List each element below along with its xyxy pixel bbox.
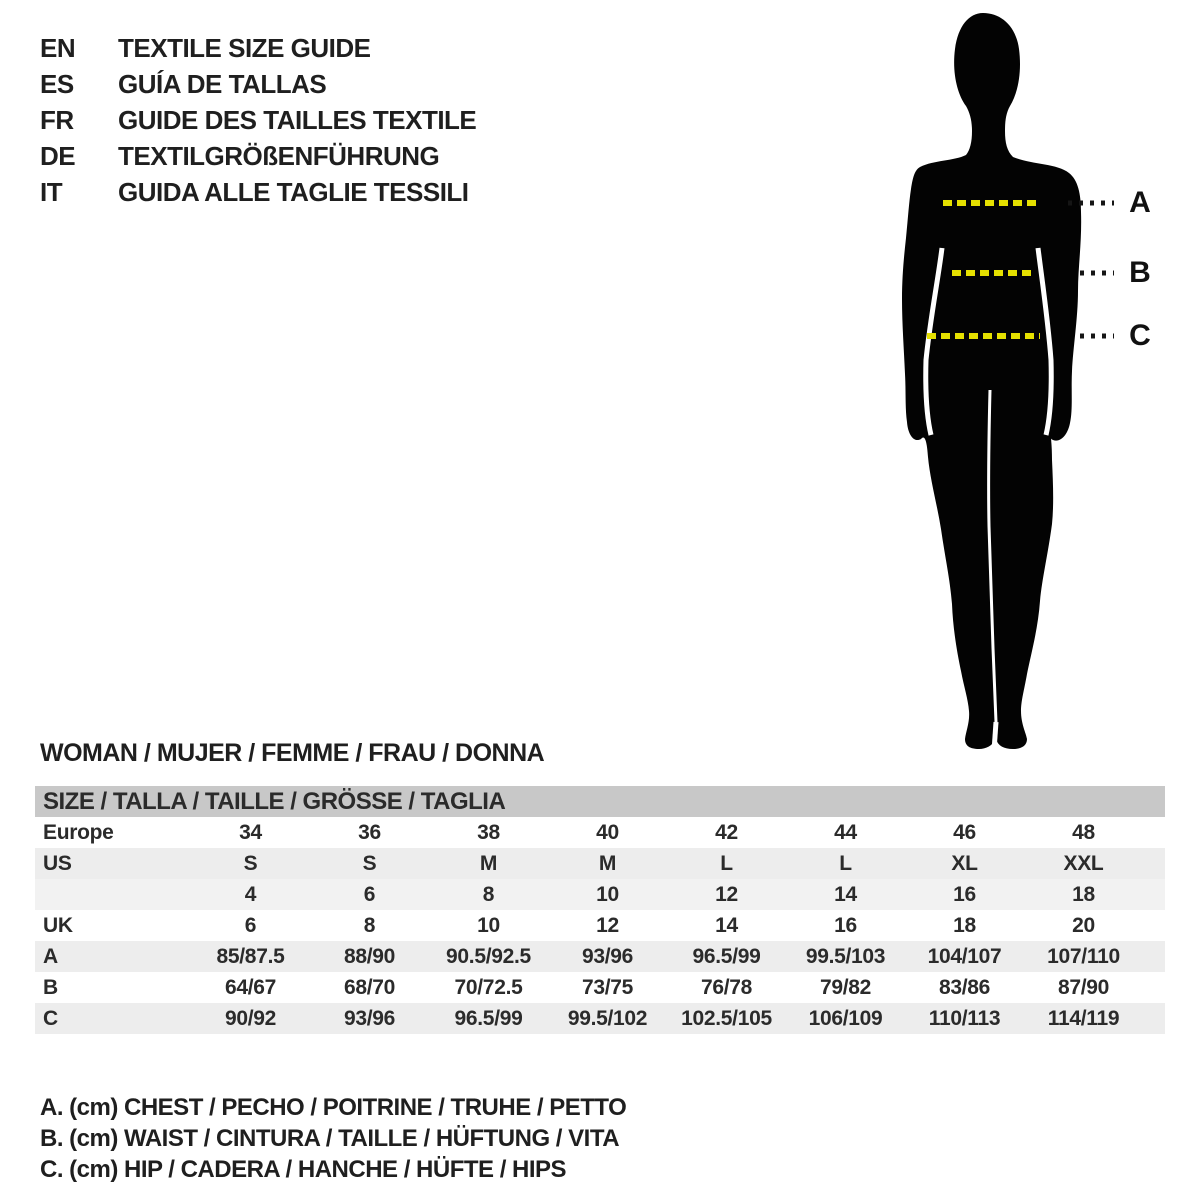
language-title: GUIDA ALLE TAGLIE TESSILI	[118, 176, 469, 207]
language-code: DE	[40, 140, 76, 171]
size-table	[35, 786, 1165, 1034]
size-value-cell: S	[362, 852, 377, 875]
row-label: Europe	[43, 821, 114, 844]
row-label: UK	[43, 914, 73, 937]
size-value-cell: 90.5/92.5	[446, 945, 531, 968]
language-title: TEXTILGRÖßENFÜHRUNG	[118, 140, 440, 171]
size-value-cell: L	[720, 852, 733, 875]
size-value-cell: 48	[1072, 821, 1095, 844]
size-value-cell: M	[598, 852, 617, 875]
size-value-cell: 107/110	[1047, 945, 1120, 968]
marker-label-c: C	[1129, 319, 1151, 352]
size-value-cell: 99.5/102	[567, 1007, 648, 1030]
row-label: US	[43, 852, 72, 875]
size-value-cell: 99.5/103	[805, 945, 886, 968]
size-value-cell: 96.5/99	[692, 945, 761, 968]
size-value-cell: XXL	[1063, 852, 1104, 875]
language-code: EN	[40, 32, 76, 63]
language-title: TEXTILE SIZE GUIDE	[118, 32, 371, 63]
size-value-cell: 12	[596, 914, 619, 937]
size-value-cell: 10	[596, 883, 619, 906]
size-value-cell: 42	[715, 821, 738, 844]
row-label	[35, 879, 191, 910]
size-value-cell: 38	[477, 821, 500, 844]
table-row	[35, 910, 1165, 941]
size-value-cell: 18	[953, 914, 976, 937]
size-value-cell: 68/70	[343, 976, 396, 999]
size-value-cell: 36	[358, 821, 381, 844]
table-row	[35, 817, 1165, 848]
size-value-cell: 106/109	[808, 1007, 883, 1030]
size-value-cell: 87/90	[1057, 976, 1110, 999]
language-list	[40, 30, 476, 210]
size-value-cell: XL	[951, 852, 978, 875]
size-value-cell: 44	[834, 821, 857, 844]
language-row	[40, 102, 476, 138]
size-value-cell: 40	[596, 821, 619, 844]
table-row	[35, 972, 1165, 1003]
size-value-cell: 93/96	[343, 1007, 396, 1030]
woman-silhouette-figure	[880, 10, 1120, 752]
size-value-cell: 73/75	[581, 976, 634, 999]
size-value-cell: 46	[953, 821, 976, 844]
size-value-cell: 96.5/99	[454, 1007, 523, 1030]
language-row	[40, 138, 476, 174]
language-row	[40, 30, 476, 66]
size-table-rows	[35, 817, 1165, 1034]
language-row	[40, 66, 476, 102]
size-value-cell: 6	[363, 883, 376, 906]
size-value-cell: 18	[1072, 883, 1095, 906]
feet-gap	[994, 722, 996, 751]
measurement-legend	[40, 1092, 626, 1185]
size-value-cell: 64/67	[224, 976, 277, 999]
size-value-cell: 12	[715, 883, 738, 906]
legend-line: C. (cm) HIP / CADERA / HANCHE / HÜFTE / HIPS	[40, 1156, 567, 1183]
size-value-cell: 70/72.5	[454, 976, 523, 999]
size-value-cell: 16	[834, 914, 857, 937]
size-value-cell: 93/96	[581, 945, 634, 968]
language-row	[40, 174, 476, 210]
legend-line: A. (cm) CHEST / PECHO / POITRINE / TRUHE / PETTO	[40, 1094, 627, 1121]
language-code: ES	[40, 68, 74, 99]
size-value-cell: S	[243, 852, 258, 875]
size-value-cell: 110/113	[928, 1007, 1001, 1030]
size-value-cell: M	[479, 852, 498, 875]
size-value-cell: 88/90	[343, 945, 396, 968]
size-value-cell: 90/92	[224, 1007, 277, 1030]
size-value-cell: 14	[834, 883, 857, 906]
table-row	[35, 879, 1165, 910]
size-value-cell: 114/119	[1047, 1007, 1120, 1030]
row-label: C	[43, 1007, 58, 1030]
language-title: GUÍA DE TALLAS	[118, 68, 327, 99]
table-row	[35, 848, 1165, 879]
size-value-cell: 76/78	[700, 976, 753, 999]
legend-line: B. (cm) WAIST / CINTURA / TAILLE / HÜFTUNG / VITA	[40, 1125, 620, 1152]
row-label: A	[43, 945, 58, 968]
row-label: B	[43, 976, 58, 999]
size-value-cell: 16	[953, 883, 976, 906]
size-value-cell: 20	[1072, 914, 1095, 937]
size-value-cell: 10	[477, 914, 500, 937]
language-title: GUIDE DES TAILLES TEXTILE	[118, 104, 477, 135]
size-value-cell: L	[839, 852, 852, 875]
size-value-cell: 8	[482, 883, 495, 906]
size-value-cell: 102.5/105	[681, 1007, 772, 1030]
size-value-cell: 14	[715, 914, 738, 937]
size-value-cell: 34	[239, 821, 262, 844]
language-code: IT	[40, 176, 63, 207]
marker-label-a: A	[1129, 186, 1151, 219]
marker-label-b: B	[1129, 256, 1151, 289]
size-value-cell: 6	[244, 914, 257, 937]
section-title: WOMAN / MUJER / FEMME / FRAU / DONNA	[40, 739, 545, 767]
size-value-cell: 4	[244, 883, 257, 906]
size-value-cell: 79/82	[819, 976, 872, 999]
language-code: FR	[40, 104, 74, 135]
size-value-cell: 83/86	[938, 976, 991, 999]
size-value-cell: 104/107	[927, 945, 1002, 968]
table-row	[35, 941, 1165, 972]
size-table-header: SIZE / TALLA / TAILLE / GRÖSSE / TAGLIA	[35, 786, 1165, 817]
size-value-cell: 85/87.5	[216, 945, 285, 968]
table-row	[35, 1003, 1165, 1034]
size-value-cell: 8	[363, 914, 376, 937]
